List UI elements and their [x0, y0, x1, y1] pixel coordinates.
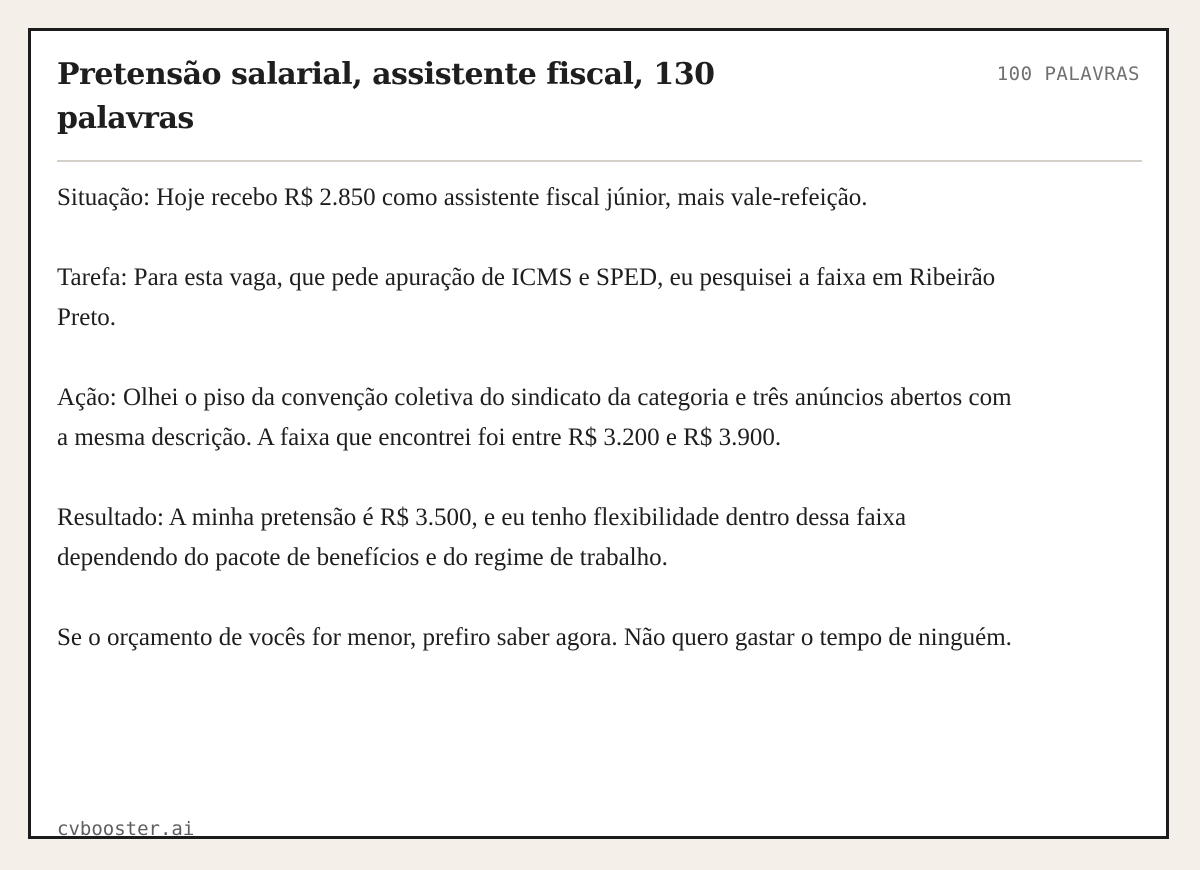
paragraph-situation: Situação: Hoje recebo R$ 2.850 como assistente fiscal júnior, mais vale-refeição. [57, 184, 868, 211]
answer-body [57, 178, 1017, 698]
word-count-label: 100 PALAVRAS [996, 63, 1140, 85]
header-divider [57, 160, 1142, 162]
answer-card [28, 28, 1169, 839]
paragraph-action: Ação: Olhei o piso da convenção coletiva do sindicato da categoria e três anúncios abertos com a mesma descrição. A faixa que encontrei foi entre R$ 3.200 e R$ 3.900. [57, 384, 1012, 451]
brand-label: cvbooster.ai [57, 818, 195, 840]
card-header [57, 53, 1140, 161]
paragraph-closing: Se o orçamento de vocês for menor, prefiro saber agora. Não quero gastar o tempo de ninguém. [57, 624, 1012, 651]
paragraph-result: Resultado: A minha pretensão é R$ 3.500, e eu tenho flexibilidade dentro dessa faixa dependendo do pacote de benefícios e do regime de trabalho. [57, 504, 907, 571]
paragraph-task: Tarefa: Para esta vaga, que pede apuração de ICMS e SPED, eu pesquisei a faixa em Ribeirão Preto. [57, 264, 996, 331]
card-title: Pretensão salarial, assistente fiscal, 130 palavras [57, 57, 715, 136]
